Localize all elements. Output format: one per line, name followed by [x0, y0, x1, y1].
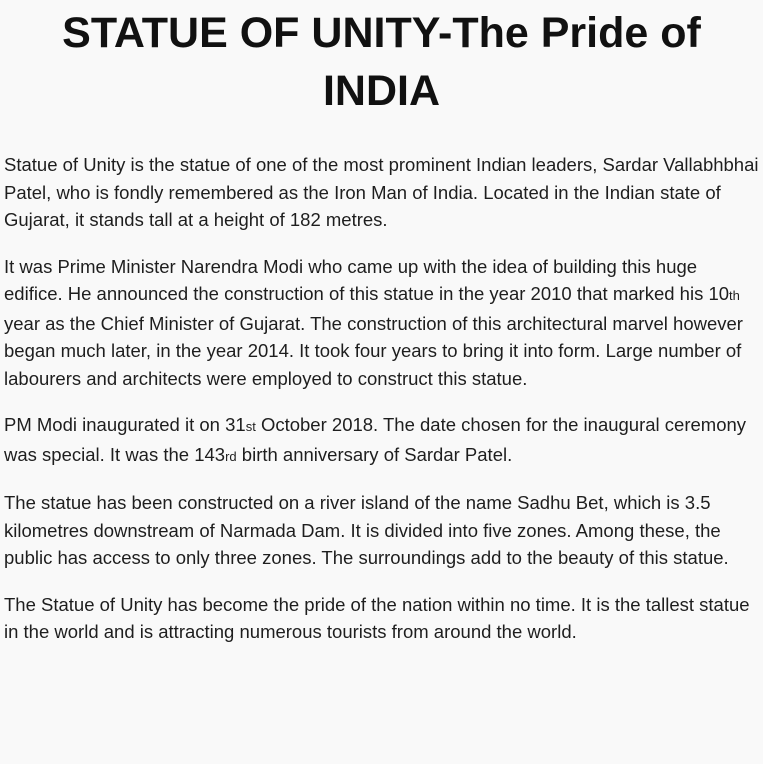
paragraph-inauguration-text-middle: October 2018. The date chosen for the inaugural ceremony was special. It was the 143	[4, 414, 747, 465]
paragraph-inauguration	[4, 411, 760, 470]
paragraph-intro-text: Statue of Unity is the statue of one of the most prominent Indian leaders, Sardar Vallabhbhai Patel, who is fondly remembered as the Iron Man of India. Located in the Indian state of Gujarat, it stands tall at a height of 182 metres.	[4, 154, 759, 230]
paragraph-construction-text-start: It was Prime Minister Narendra Modi who came up with the idea of building this huge edifice. He announced the construction of this statue in the year 2010 that marked his 10	[4, 255, 730, 304]
ordinal-suffix-th: th	[729, 288, 740, 303]
paragraph-location	[4, 489, 760, 572]
paragraph-location-text: The statue has been constructed on a river island of the name Sadhu Bet, which is 3.5 kilometres downstream of Narmada Dam. It is divided into five zones. Among these, the public has access to only three zones. The surroundings add to the beauty of this statue.	[4, 492, 729, 568]
paragraph-conclusion	[4, 591, 760, 646]
paragraph-inauguration-text-end: birth anniversary of Sardar Patel.	[236, 443, 513, 465]
page-title: STATUE OF UNITY-The Pride of INDIA	[62, 9, 701, 115]
paragraph-construction-text-end: year as the Chief Minister of Gujarat. The construction of this architectural marvel however began much later, in the year 2014. It took four years to bring it into form. Large number of labourers and architects were employed to construct this statue.	[4, 312, 743, 389]
ordinal-suffix-rd: rd	[225, 448, 237, 464]
ordinal-suffix-st: st	[245, 419, 256, 434]
paragraph-conclusion-text: The Statue of Unity has become the pride of the nation within no time. It is the tallest statue in the world and is attracting numerous tourists from around the world.	[4, 593, 750, 642]
paragraph-construction	[4, 253, 760, 393]
paragraph-inauguration-text-start: PM Modi inaugurated it on 31	[4, 414, 246, 435]
paragraph-intro	[4, 151, 760, 234]
